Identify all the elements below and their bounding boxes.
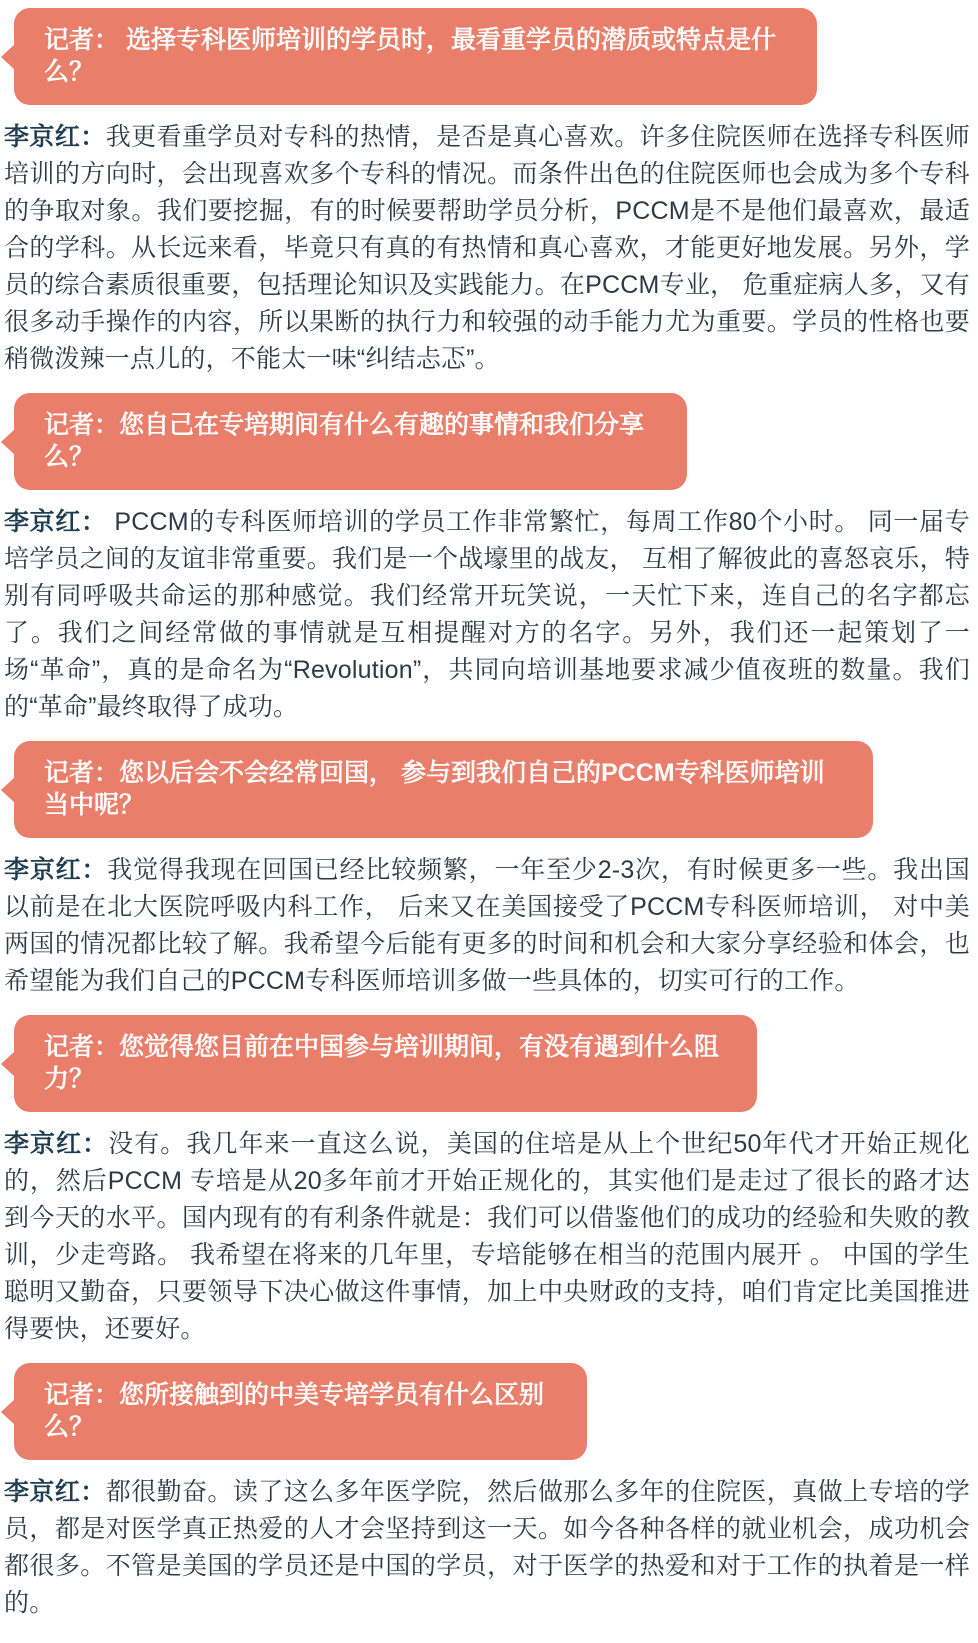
question-bubble-2 — [14, 393, 687, 490]
interviewee-name: 李京红： — [4, 1130, 109, 1158]
speech-tail-icon — [1, 1051, 15, 1077]
answer-paragraph-5 — [4, 1474, 970, 1622]
question-text: 您所接触到的中美专培学员有什么区别么？ — [44, 1381, 545, 1441]
interviewee-name: 李京红： — [4, 856, 108, 884]
reporter-label: 记者： — [44, 411, 120, 439]
answer-text: 我觉得我现在回国已经比较频繁，一年至少2-3次，有时候更多一些。我出国以前是在北大医院呼吸内科工作， 后来又在美国接受了PCCM专科医师培训， 对中美两国的情况都比较了解。我希望今后能有更多的时间和机会和大家分享经验和体会，也希望能为我们自己的PCCM专科医师培训多做一些具体的，切实可行的工作。 — [4, 856, 970, 995]
answer-text: 我更看重学员对专科的热情，是否是真心喜欢。许多住院医师在选择专科医师培训的方向时，会出现喜欢多个专科的情况。而条件出色的住院医师也会成为多个专科的争取对象。我们要挖掘，有的时候要帮助学员分析，PCCM是不是他们最喜欢，最适合的学科。从长远来看，毕竟只有真的有热情和真心喜欢，才能更好地发展。另外，学员的综合素质很重要，包括理论知识及实践能力。在PCCM专业， 危重症病人多，又有很多动手操作的内容，所以果断的执行力和较强的动手能力尤为重要。学员的性格也要稍微泼辣一点儿的，不能太一味“纠结忐忑”。 — [4, 123, 970, 373]
reporter-label: 记者： — [44, 759, 120, 787]
question-text: 选择专科医师培训的学员时，最看重学员的潜质或特点是什么？ — [44, 26, 776, 86]
interviewee-name: 李京红： — [4, 508, 107, 536]
reporter-label: 记者： — [44, 1033, 120, 1061]
speech-tail-icon — [1, 429, 15, 455]
question-text: 您觉得您目前在中国参与培训期间，有没有遇到什么阻力？ — [44, 1033, 720, 1093]
speech-tail-icon — [1, 44, 15, 70]
question-bubble-5 — [14, 1363, 587, 1460]
question-bubble-4 — [14, 1015, 757, 1112]
question-bubble-3 — [14, 741, 873, 838]
question-bubble-1 — [14, 8, 817, 105]
answer-paragraph-3 — [4, 852, 970, 1000]
speech-tail-icon — [1, 777, 15, 803]
interviewee-name: 李京红： — [4, 123, 106, 151]
question-text: 您自己在专培期间有什么有趣的事情和我们分享么？ — [44, 411, 645, 471]
answer-text: 没有。我几年来一直这么说，美国的住培是从上个世纪50年代才开始正规化的，然后PCCM 专培是从20多年前才开始正规化的，其实他们是走过了很长的路才达到今天的水平。国内现有的有利条件就是：我们可以借鉴他们的成功的经验和失败的教训，少走弯路。 我希望在将来的几年里，专培能够在相当的范围内展开 。 中国的学生聪明又勤奋，只要领导下决心做这件事情，加上中央财政的支持，咱们肯定比美国推进得要快，还要好。 — [4, 1130, 970, 1343]
answer-text: 都很勤奋。读了这么多年医学院，然后做那么多年的住院医，真做上专培的学员，都是对医学真正热爱的人才会坚持到这一天。如今各种各样的就业机会，成功机会都很多。不管是美国的学员还是中国的学员，对于医学的热爱和对于工作的执着是一样的。 — [4, 1478, 970, 1617]
answer-paragraph-1 — [4, 119, 970, 378]
answer-paragraph-2 — [4, 504, 970, 726]
reporter-label: 记者： — [44, 26, 120, 54]
answer-text: PCCM的专科医师培训的学员工作非常繁忙，每周工作80个小时。 同一届专培学员之间的友谊非常重要。我们是一个战壕里的战友， 互相了解彼此的喜怒哀乐，特别有同呼吸共命运的那种感觉。我们经常开玩笑说，一天忙下来，连自己的名字都忘了。我们之间经常做的事情就是互相提醒对方的名字。另外，我们还一起策划了一场“革命”，真的是命名为“Revolution”，共同向培训基地要求减少值夜班的数量。我们的“革命”最终取得了成功。 — [4, 508, 970, 721]
speech-tail-icon — [1, 1399, 15, 1425]
answer-paragraph-4 — [4, 1126, 970, 1348]
interviewee-name: 李京红： — [4, 1478, 106, 1506]
reporter-label: 记者： — [44, 1381, 120, 1409]
question-text: 您以后会不会经常回国， 参与到我们自己的PCCM专科医师培训当中呢？ — [44, 759, 825, 819]
